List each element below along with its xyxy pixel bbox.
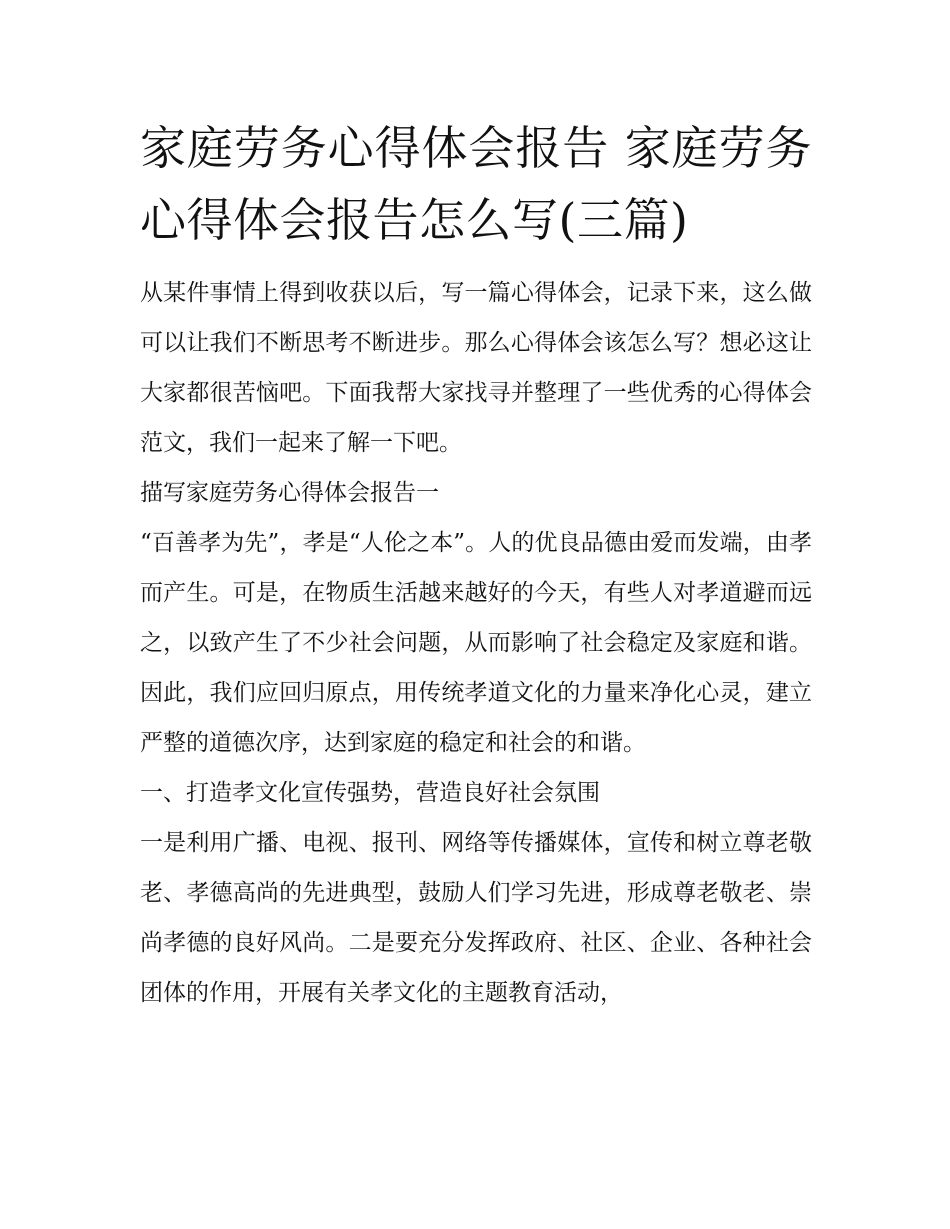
document-title: 家庭劳务心得体会报告 家庭劳务心得体会报告怎么写(三篇)	[140, 121, 812, 247]
subsection-heading: 一、打造孝文化宣传强势，营造良好社会氛围	[140, 780, 600, 806]
body-paragraph: “百善孝为先”，孝是“人伦之本”。人的优良品德由爱而发端，由孝而产生。可是，在物质生活越来越好的今天，有些人对孝道避而远之，以致产生了不少社会问题，从而影响了社会稳定及家庭和谐。因此，我们应回归原点，用传统孝道文化的力量来净化心灵，建立严整的道德次序，达到家庭的稳定和社会的和谐。	[140, 530, 812, 756]
document-page	[140, 112, 812, 1018]
section-heading: 描写家庭劳务心得体会报告一	[140, 480, 439, 506]
body-paragraph: 一是利用广播、电视、报刊、网络等传播媒体，宣传和树立尊老敬老、孝德高尚的先进典型，鼓励人们学习先进，形成尊老敬老、崇尚孝德的良好风尚。二是要充分发挥政府、社区、企业、各种社会团体的作用，开展有关孝文化的主题教育活动，	[140, 830, 812, 1006]
intro-paragraph: 从某件事情上得到收获以后，写一篇心得体会，记录下来，这么做可以让我们不断思考不断进步。那么心得体会该怎么写？想必这让大家都很苦恼吧。下面我帮大家找寻并整理了一些优秀的心得体会范文，我们一起来了解一下吧。	[140, 280, 812, 456]
